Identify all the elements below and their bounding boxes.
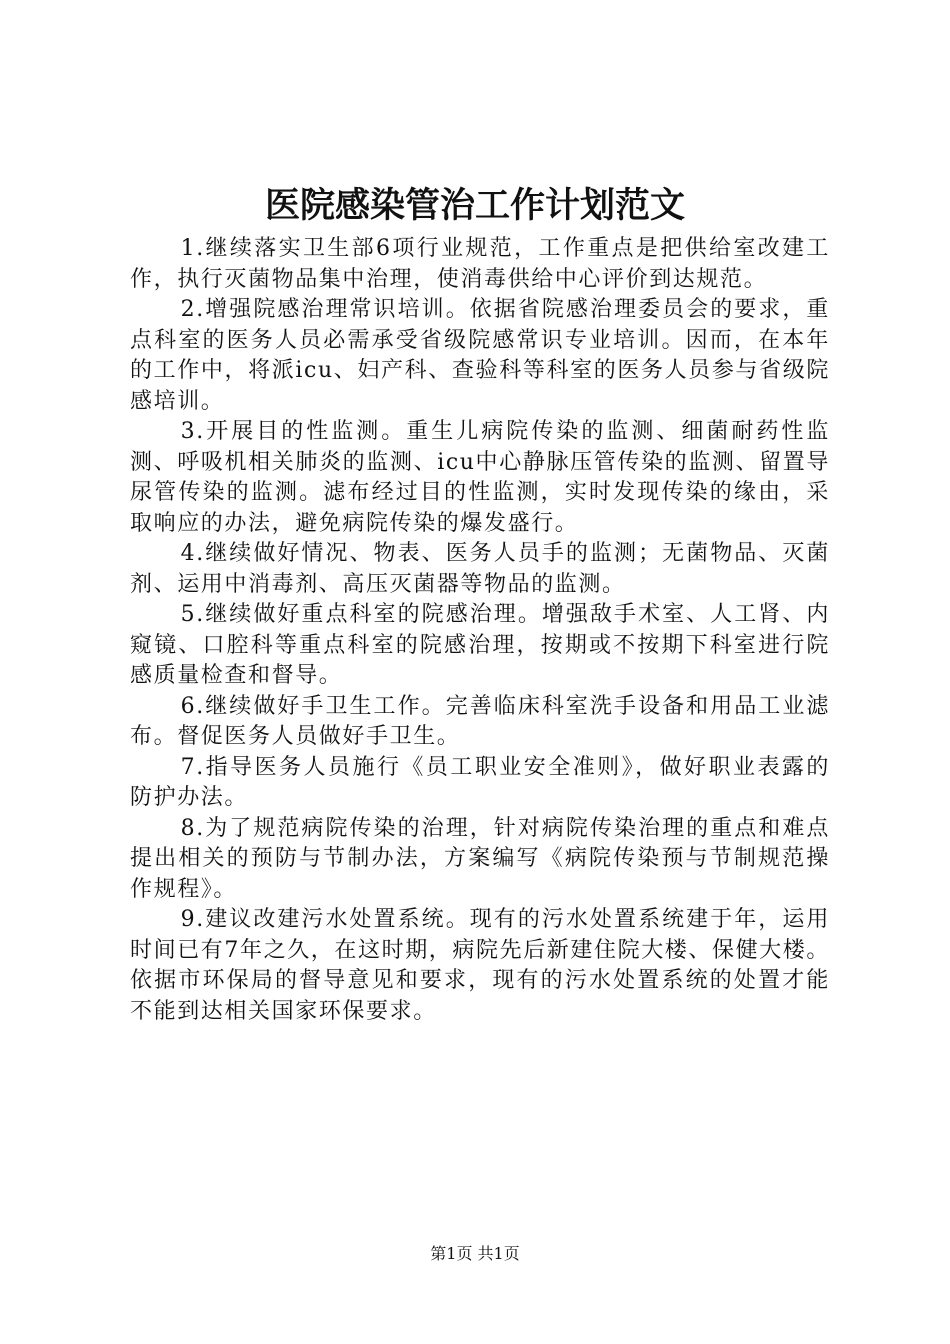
document-title: 医院感染管治工作计划范文 bbox=[264, 185, 685, 226]
paragraph-1: 1.继续落实卫生部6项行业规范，工作重点是把供给室改建工作，执行灭菌物品集中治理，使消毒供给中心评价到达规范。 bbox=[130, 236, 830, 292]
paragraph-5: 5.继续做好重点科室的院感治理。增强敌手术室、人工肾、内窥镜、口腔科等重点科室的院感治理，按期或不按期下科室进行院感质量检查和督导。 bbox=[130, 602, 830, 688]
paragraph-6: 6.继续做好手卫生工作。完善临床科室洗手设备和用品工业滤布。督促医务人员做好手卫生。 bbox=[130, 693, 830, 749]
paragraph-3: 3.开展目的性监测。重生儿病院传染的监测、细菌耐药性监测、呼吸机相关肺炎的监测、icu中心静脉压管传染的监测、留置导尿管传染的监测。滤布经过目的性监测，实时发现传染的缘由，采取响应的办法，避免病院传染的爆发盛行。 bbox=[130, 419, 830, 536]
page-footer: 第1页 共1页 bbox=[430, 1244, 520, 1263]
paragraph-7: 7.指导医务人员施行《员工职业安全准则》，做好职业表露的防护办法。 bbox=[130, 754, 830, 810]
document-body bbox=[130, 234, 830, 1027]
paragraph-2: 2.增强院感治理常识培训。依据省院感治理委员会的要求，重点科室的医务人员必需承受省级院感常识专业培训。因而，在本年的工作中，将派icu、妇产科、查验科等科室的医务人员参与省级院感培训。 bbox=[130, 297, 830, 414]
paragraph-9: 9.建议改建污水处置系统。现有的污水处置系统建于年，运用时间已有7年之久，在这时期，病院先后新建住院大楼、保健大楼。依据市环保局的督导意见和要求，现有的污水处置系统的处置才能不能到达相关国家环保要求。 bbox=[130, 907, 830, 1024]
paragraph-4: 4.继续做好情况、物表、医务人员手的监测；无菌物品、灭菌剂、运用中消毒剂、高压灭菌器等物品的监测。 bbox=[130, 541, 830, 597]
paragraph-8: 8.为了规范病院传染的治理，针对病院传染治理的重点和难点提出相关的预防与节制办法，方案编写《病院传染预与节制规范操作规程》。 bbox=[130, 815, 830, 902]
